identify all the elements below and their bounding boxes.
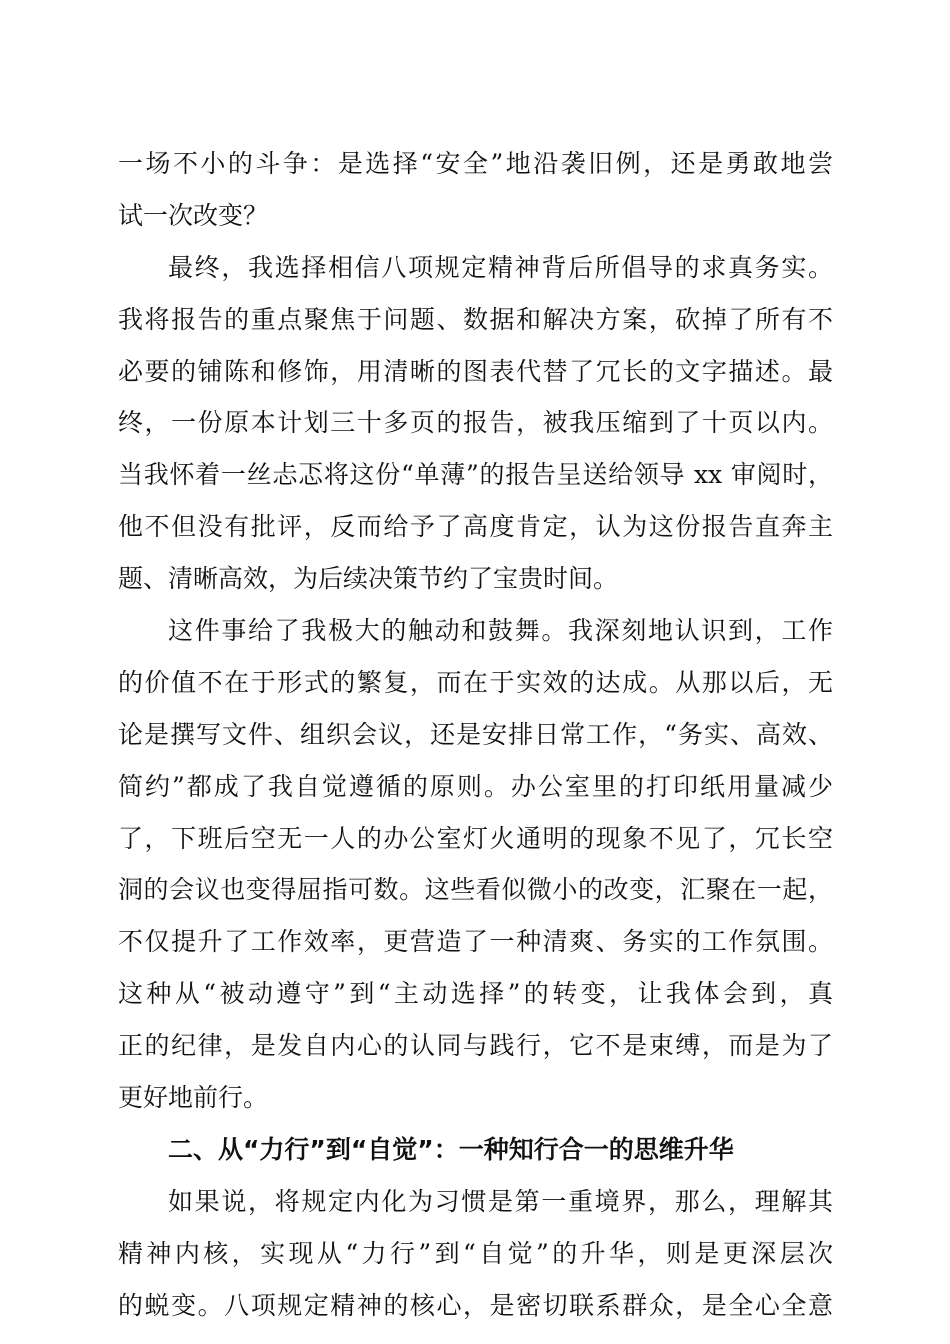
text-line: 他不但没有批评，反而给予了高度肯定，认为这份报告直奔主 — [118, 512, 833, 542]
text-line: 更好地前行。 — [118, 1083, 269, 1113]
text-line: 洞的会议也变得屈指可数。这些看似微小的改变，汇聚在一起， — [118, 875, 833, 905]
text-line: 题、清晰高效，为后续决策节约了宝贵时间。 — [118, 564, 619, 594]
text-line: 当我怀着一丝忐忑将这份“单薄”的报告呈送给领导 xx 审阅时， — [118, 460, 833, 490]
text-line: 我将报告的重点聚焦于问题、数据和解决方案，砍掉了所有不 — [118, 304, 833, 334]
text-line: 精神内核，实现从“力行”到“自觉”的升华，则是更深层次 — [118, 1238, 833, 1268]
text-line: 的蜕变。八项规定精神的核心，是密切联系群众，是全心全意 — [118, 1290, 833, 1320]
text-line: 最终，我选择相信八项规定精神背后所倡导的求真务实。 — [168, 252, 833, 282]
text-line: 正的纪律，是发自内心的认同与践行，它不是束缚，而是为了 — [118, 1031, 833, 1061]
text-line: 简约”都成了我自觉遵循的原则。办公室里的打印纸用量减少 — [118, 771, 833, 801]
text-line: 这种从“被动遵守”到“主动选择”的转变，让我体会到，真 — [118, 979, 833, 1009]
text-line: 终，一份原本计划三十多页的报告，被我压缩到了十页以内。 — [118, 408, 833, 438]
text-line: 不仅提升了工作效率，更营造了一种清爽、务实的工作氛围。 — [118, 927, 833, 957]
text-line: 的价值不在于形式的繁复，而在于实效的达成。从那以后，无 — [118, 667, 833, 697]
text-line: 这件事给了我极大的触动和鼓舞。我深刻地认识到，工作 — [168, 616, 833, 646]
text-line: 论是撰写文件、组织会议，还是安排日常工作，“务实、高效、 — [118, 719, 833, 749]
text-line: 必要的铺陈和修饰，用清晰的图表代替了冗长的文字描述。最 — [118, 356, 833, 386]
text-line: 试一次改变？ — [118, 200, 269, 230]
text-line: 一场不小的斗争：是选择“安全”地沿袭旧例，还是勇敢地尝 — [118, 149, 833, 178]
document-page — [118, 138, 833, 1331]
text-line: 了，下班后空无一人的办公室灯火通明的现象不见了，冗长空 — [118, 823, 833, 853]
section-heading: 二、从“力行”到“自觉”：一种知行合一的思维升华 — [168, 1134, 734, 1164]
text-line: 如果说，将规定内化为习惯是第一重境界，那么，理解其 — [168, 1186, 833, 1216]
